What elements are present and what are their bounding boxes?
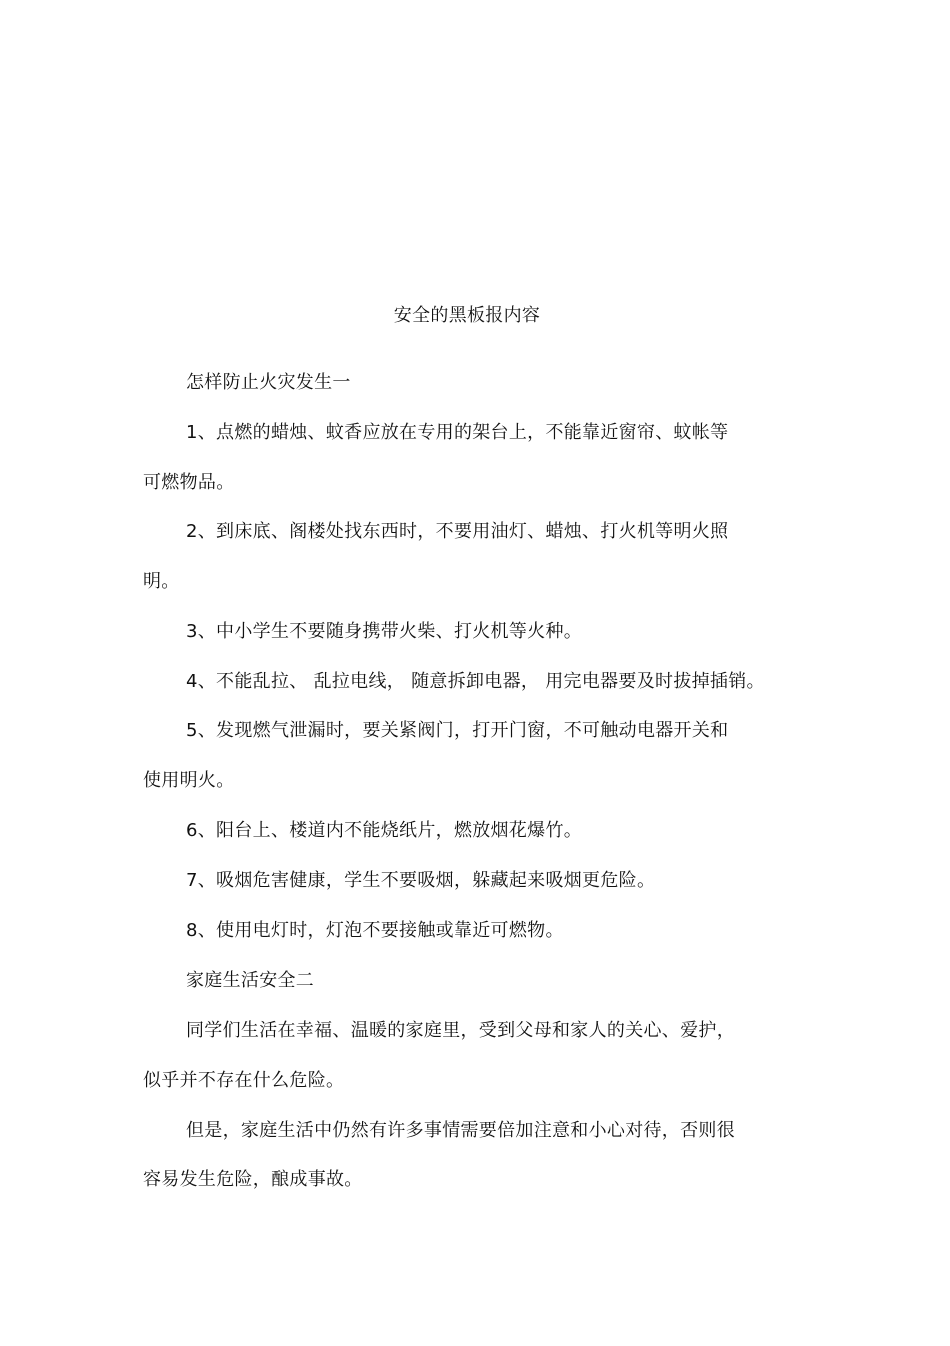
list-item-8: 8、使用电灯时，灯泡不要接触或靠近可燃物。 xyxy=(186,920,564,941)
list-item-1-line-1: 1、点燃的蜡烛、蚊香应放在专用的架台上，不能靠近窗帘、蚊帐等 xyxy=(186,422,729,443)
list-item-5-line-1: 5、发现燃气泄漏时，要关紧阀门，打开门窗，不可触动电器开关和 xyxy=(186,720,729,741)
list-item-2-line-2: 明。 xyxy=(143,571,180,592)
section-heading-home: 家庭生活安全二 xyxy=(186,970,315,991)
list-item-2-line-1: 2、到床底、阁楼处找东西时，不要用油灯、蜡烛、打火机等明火照 xyxy=(186,521,729,542)
list-item-6: 6、阳台上、楼道内不能烧纸片，燃放烟花爆竹。 xyxy=(186,820,583,841)
paragraph-1-line-1: 同学们生活在幸福、温暖的家庭里，受到父母和家人的关心、爱护， xyxy=(186,1020,735,1041)
paragraph-2-line-2: 容易发生危险，酿成事故。 xyxy=(143,1169,363,1190)
list-item-5-line-2: 使用明火。 xyxy=(143,770,235,791)
list-item-7: 7、吸烟危害健康，学生不要吸烟，躲藏起来吸烟更危险。 xyxy=(186,870,656,891)
section-heading-fire: 怎样防止火灾发生一 xyxy=(186,372,351,393)
document-title: 安全的黑板报内容 xyxy=(393,305,541,326)
list-item-1-line-2: 可燃物品。 xyxy=(143,472,235,493)
list-item-4: 4、不能乱拉、 乱拉电线， 随意拆卸电器， 用完电器要及时拔掉插销。 xyxy=(186,671,765,692)
paragraph-2-line-1: 但是，家庭生活中仍然有许多事情需要倍加注意和小心对待，否则很 xyxy=(186,1120,735,1141)
paragraph-1-line-2: 似乎并不存在什么危险。 xyxy=(143,1070,345,1091)
list-item-3: 3、中小学生不要随身携带火柴、打火机等火种。 xyxy=(186,621,583,642)
